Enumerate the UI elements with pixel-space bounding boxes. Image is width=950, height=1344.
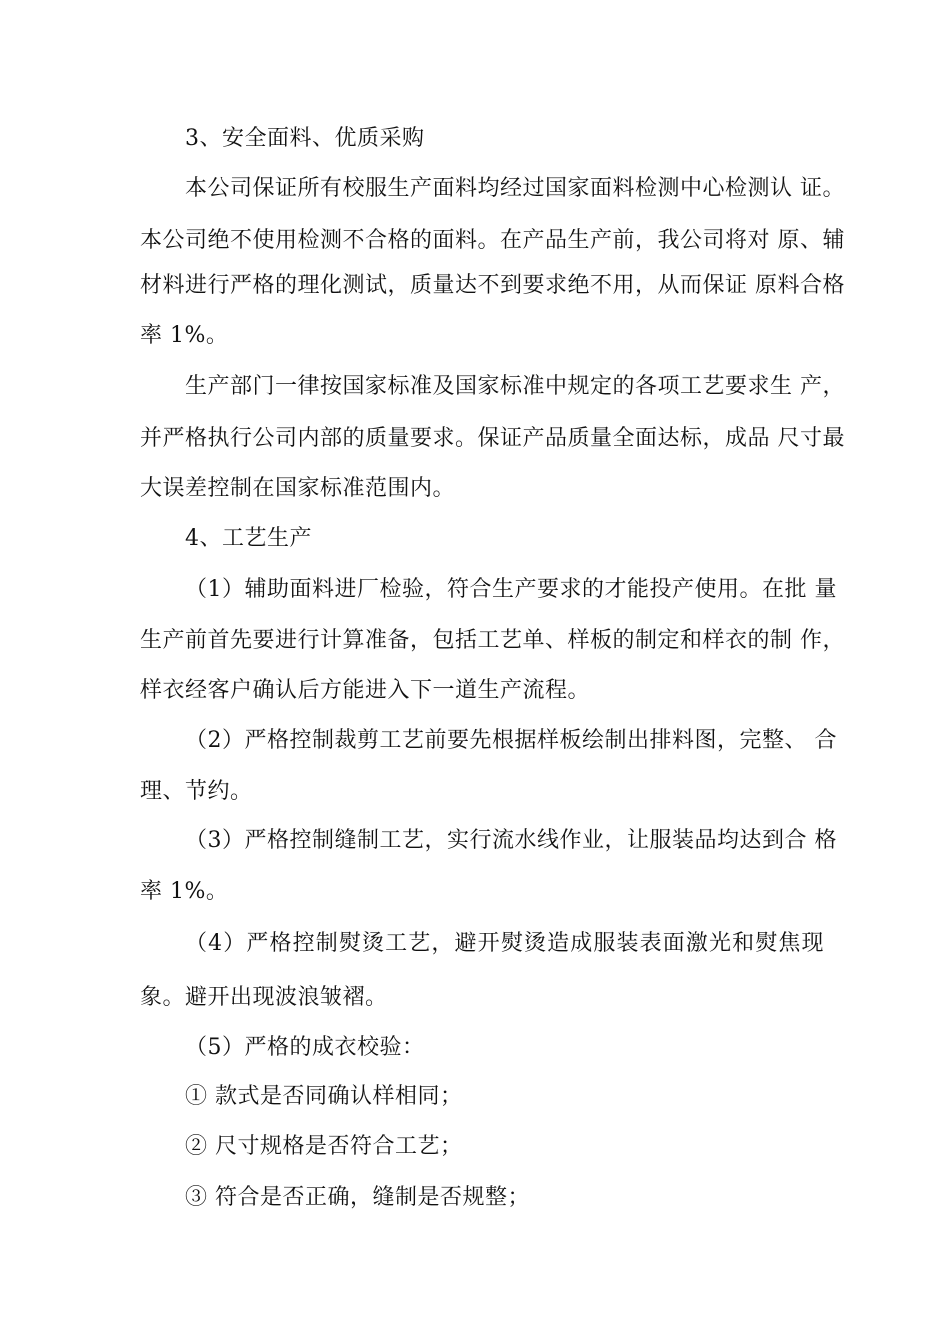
check-item-2: ② 尺寸规格是否符合工艺； [185, 1134, 463, 1159]
check-item-3: ③ 符合是否正确，缝制是否规整； [185, 1185, 530, 1210]
para2-line-3: 大误差控制在国家标准范围内。 [140, 476, 456, 501]
para2-line-1: 生产部门一律按国家标准及国家标准中规定的各项工艺要求生 产， [185, 374, 845, 399]
item5-heading: （5）严格的成衣校验： [185, 1035, 425, 1060]
item4-line-1: （4）严格控制熨烫工艺，避开熨烫造成服装表面激光和熨焦现 [185, 931, 824, 956]
item1-line-2: 生产前首先要进行计算准备，包括工艺单、样板的制定和样衣的制 作， [140, 628, 845, 653]
para1-line-3: 材料进行严格的理化测试，质量达不到要求绝不用，从而保证 原料合格 [140, 273, 845, 298]
item1-line-1: （1）辅助面料进厂检验，符合生产要求的才能投产使用。在批 量 [185, 577, 837, 602]
item1-line-3: 样衣经客户确认后方能进入下一道生产流程。 [140, 678, 591, 703]
para1-line-2: 本公司绝不使用检测不合格的面料。在产品生产前，我公司将对 原、辅 [140, 228, 845, 253]
para1-line-4: 率 1%。 [140, 323, 229, 348]
para2-line-2: 并严格执行公司内部的质量要求。保证产品质量全面达标，成品 尺寸最 [140, 426, 845, 451]
item3-line-2: 率 1%。 [140, 879, 229, 904]
item2-line-2: 理、节约。 [140, 779, 253, 804]
section-heading-3: 3、安全面料、优质采购 [185, 126, 425, 151]
section-heading-4: 4、工艺生产 [185, 526, 312, 551]
para1-line-1: 本公司保证所有校服生产面料均经过国家面料检测中心检测认 证。 [185, 176, 845, 201]
check-item-1: ① 款式是否同确认样相同； [185, 1084, 463, 1109]
item4-line-2: 象。避开出现波浪皱褶。 [140, 985, 388, 1010]
item3-line-1: （3）严格控制缝制工艺，实行流水线作业，让服装品均达到合 格 [185, 828, 837, 853]
item2-line-1: （2）严格控制裁剪工艺前要先根据样板绘制出排料图，完整、 合 [185, 728, 837, 753]
